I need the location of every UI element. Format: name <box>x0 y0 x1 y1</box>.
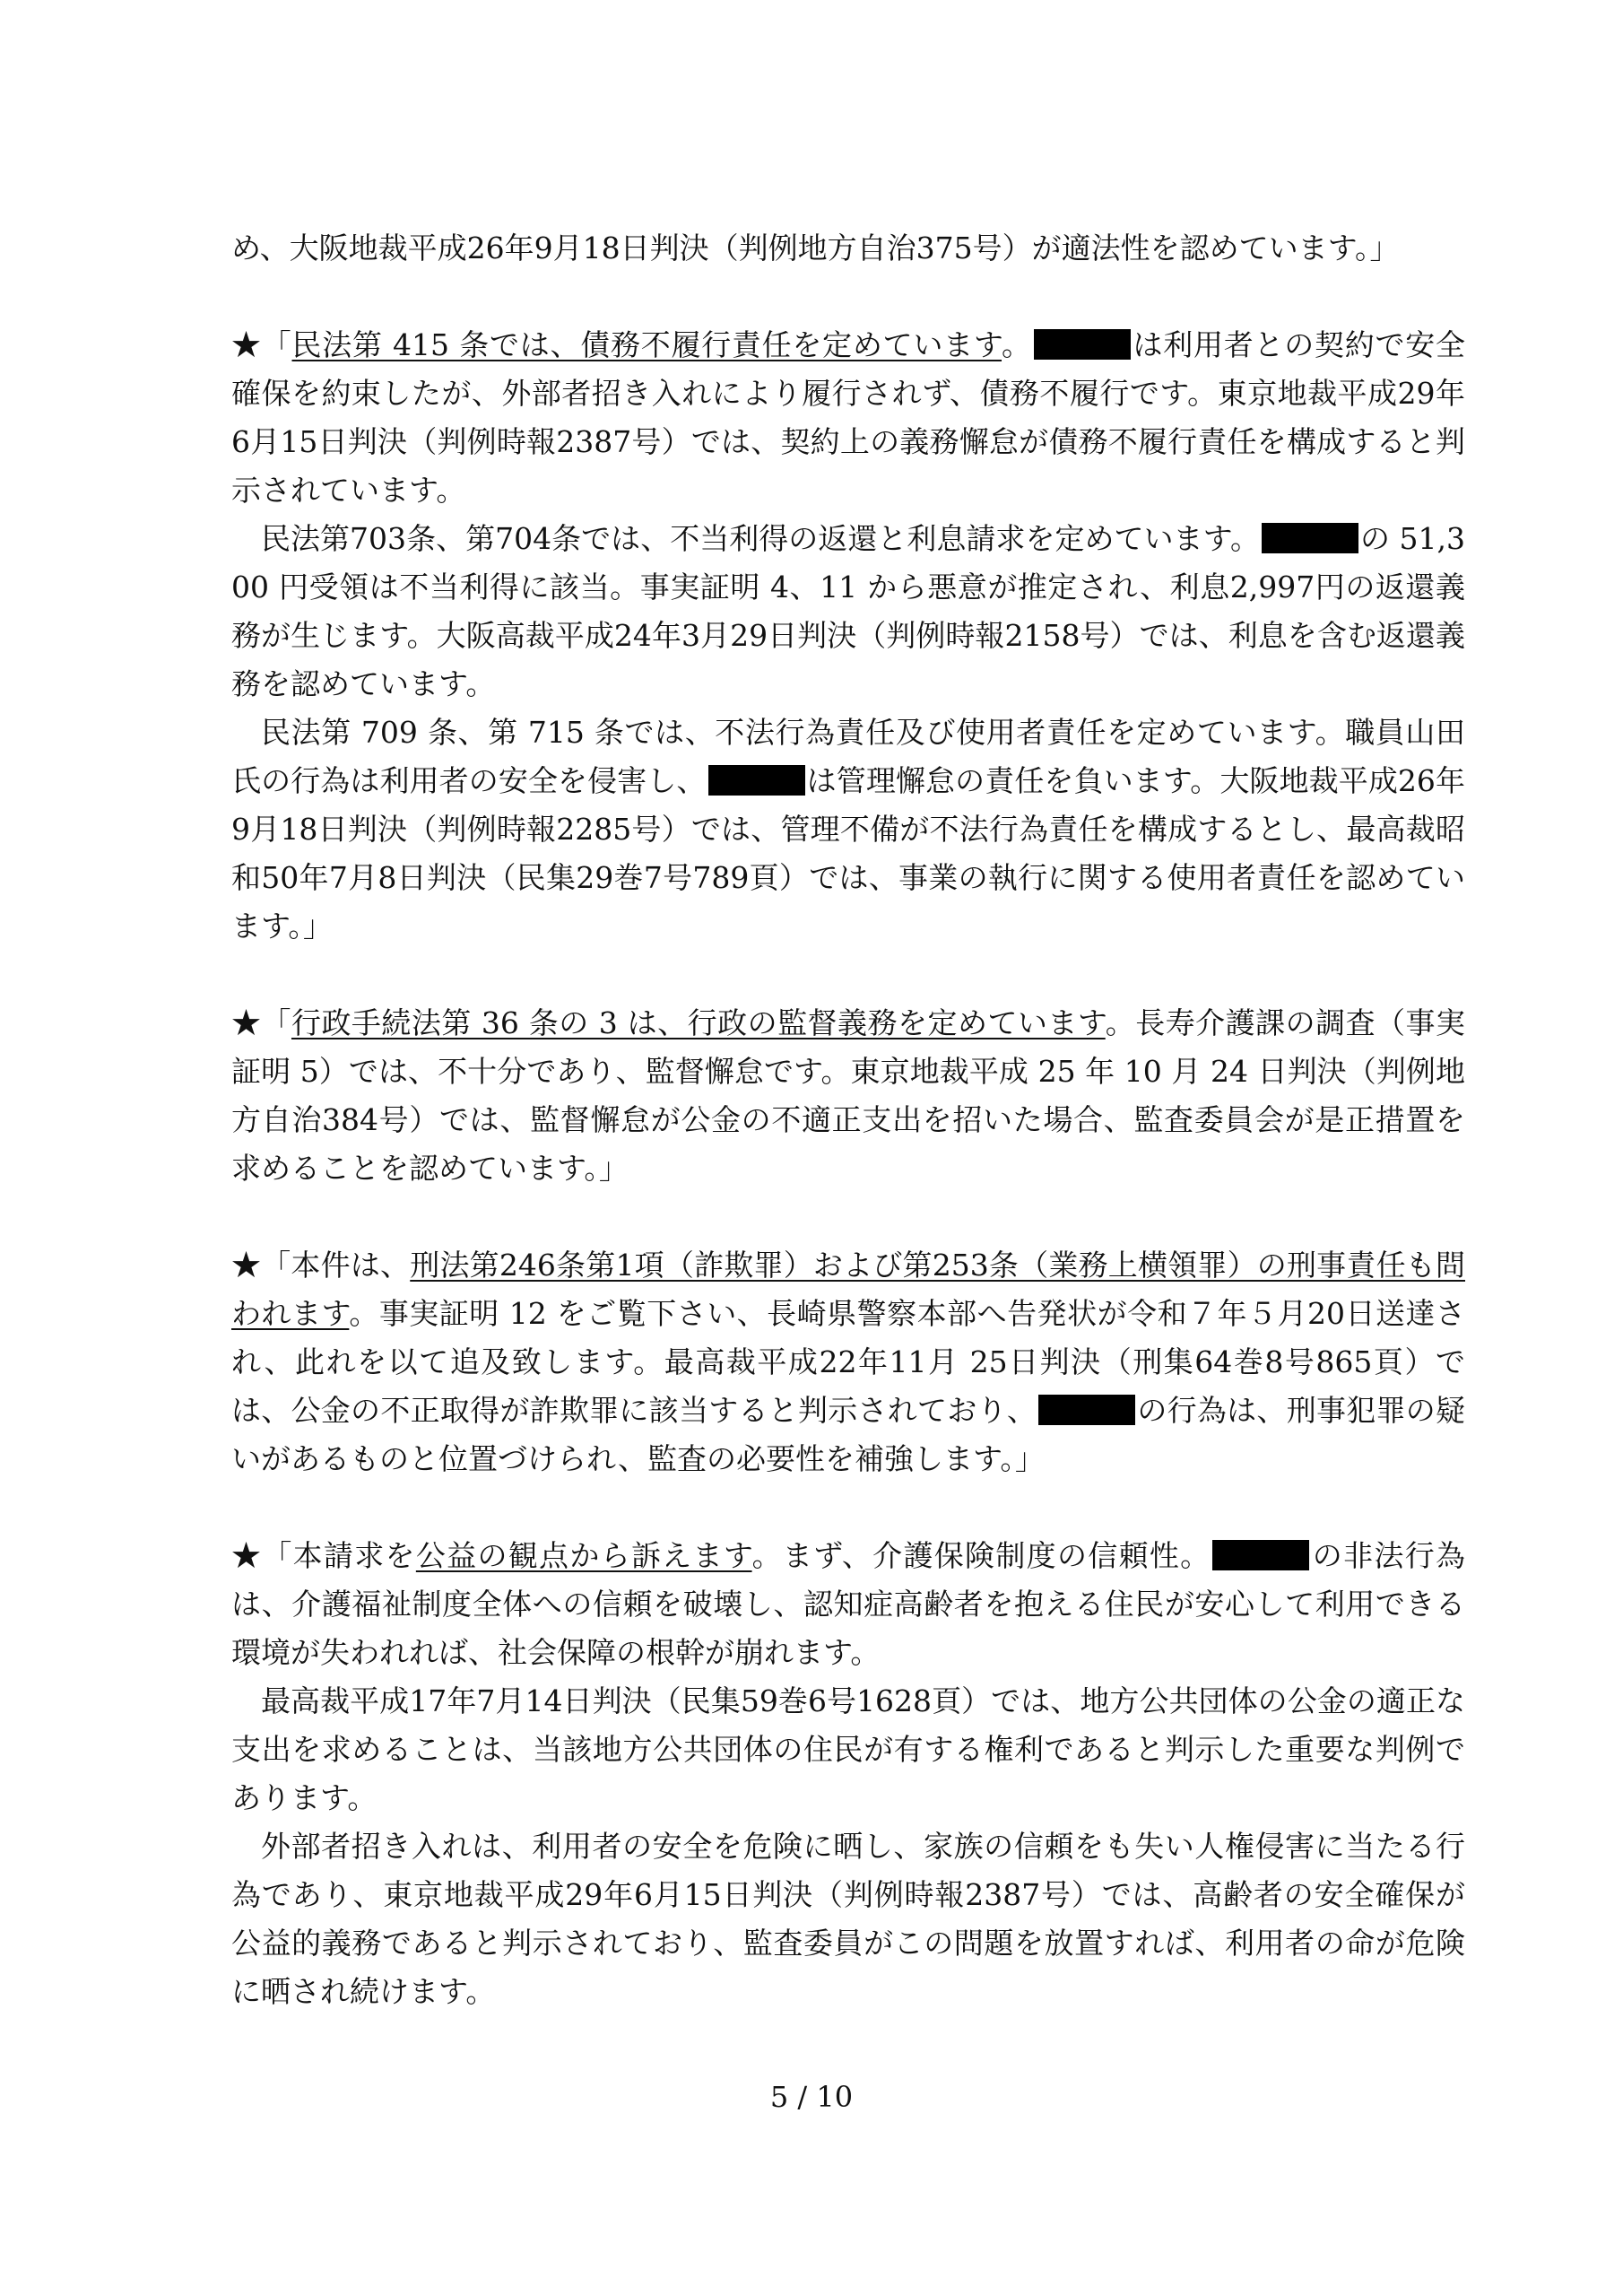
paragraph-gap <box>231 273 1465 321</box>
page-number: 5 / 10 <box>769 2080 854 2114</box>
paragraph-admin-procedure: ★「行政手続法第 36 条の 3 は、行政の監督義務を定めています。長寿介護課の調査（事実証明 5）では、不十分であり、監督懈怠です。東京地裁平成 25 年 10 月 24 日判決（判例地方自治384号）では、監督懈怠が公金の不適正支出を招いた場合、監査委員会が是正措置を求めることを認めています。」 <box>231 1005 1466 1186</box>
redaction-box <box>1034 329 1131 360</box>
star-marker: ★ <box>231 1005 262 1040</box>
underlined-heading: 公益の観点から訴えます <box>415 1538 752 1573</box>
redaction-box <box>1262 523 1358 553</box>
star-marker: ★ <box>231 1248 262 1283</box>
paragraph-continuation: め、大阪地裁平成26年9月18日判決（判例地方自治375号）が適法性を認めています。」 <box>231 230 1400 265</box>
redaction-box <box>1212 1540 1309 1570</box>
redaction-box <box>1038 1395 1135 1425</box>
paragraph-public-interest: ★「本請求を公益の観点から訴えます。まず、介護保険制度の信頼性。 の非法行為は、介護福祉制度全体への信頼を破壊し、認知症高齢者を抱える住民が安心して利用できる環境が失われれば、社会保障の根幹が崩れます。 <box>231 1538 1466 1670</box>
paragraph-gap <box>231 1483 1465 1532</box>
paragraph-outsider-entry: 外部者招き入れは、利用者の安全を危険に晒し、家族の信頼をも失い人権侵害に当たる行為であり、東京地裁平成29年6月15日判決（判例時報2387号）では、高齢者の安全確保が公益的義務であると判示されており、監査委員がこの問題を放置すれば、利用者の命が危険に晒され続けます。 <box>231 1829 1465 2009</box>
paragraph-gap <box>231 951 1465 999</box>
redaction-box <box>708 765 805 796</box>
underlined-heading: 刑法第246条第1項（詐欺罪）および第253条（業務上横領罪）の刑事責任も問われます <box>231 1248 1466 1331</box>
paragraph-criminal-law: ★「本件は、刑法第246条第1項（詐欺罪）および第253条（業務上横領罪）の刑事責任も問われます。事実証明 12 をご覧下さい、長崎県警察本部へ告発状が令和７年５月20日送達され、此れを以て追及致します。最高裁平成22年11月 25日判決（刑集64巻8号865頁）では、公金の不正取得が詐欺罪に該当すると判示されており、 の行為は、刑事犯罪の疑いがあるものと位置づけられ、監査の必要性を補強します。」 <box>231 1248 1466 1476</box>
underlined-heading: 行政手続法第 36 条の 3 は、行政の監督義務を定めています <box>291 1005 1106 1040</box>
paragraph-gap <box>231 1193 1465 1241</box>
paragraph-civil-709: 民法第 709 条、第 715 条では、不法行為責任及び使用者責任を定めています。職員山田氏の行為は利用者の安全を侵害し、 は管理懈怠の責任を負います。大阪地裁平成26年9月18日判決（判例時報2285号）では、管理不備が不法行為責任を構成するとし、最高裁昭和50年7月8日判決（民集29巻7号789頁）では、事業の執行に関する使用者責任を認めています。」 <box>231 715 1466 944</box>
paragraph-civil-703: 民法第703条、第704条では、不当利得の返還と利息請求を定めています。 の 51,300 円受領は不当利得に該当。事実証明 4、11 から悪意が推定され、利息2,997円の返還義務が生じます。大阪高裁平成24年3月29日判決（判例時報2158号）では、利息を含む返還義務を認めています。 <box>231 521 1465 701</box>
paragraph-supreme-court: 最高裁平成17年7月14日判決（民集59巻6号1628頁）では、地方公共団体の公金の適正な支出を求めることは、当該地方公共団体の住民が有する権利であると判示した重要な判例であります。 <box>231 1683 1466 1815</box>
star-marker: ★ <box>231 1538 263 1573</box>
underlined-heading: 民法第 415 条では、債務不履行責任を定めています <box>291 327 1002 362</box>
paragraph-civil-415: ★「民法第 415 条では、債務不履行責任を定めています。 は利用者との契約で安全確保を約束したが、外部者招き入れにより履行されず、債務不履行です。東京地裁平成29年6月15日判決（判例時報2387号）では、契約上の義務懈怠が債務不履行責任を構成すると判示されています。 <box>231 327 1466 508</box>
star-marker: ★ <box>231 327 262 362</box>
document-body <box>231 224 1465 2016</box>
